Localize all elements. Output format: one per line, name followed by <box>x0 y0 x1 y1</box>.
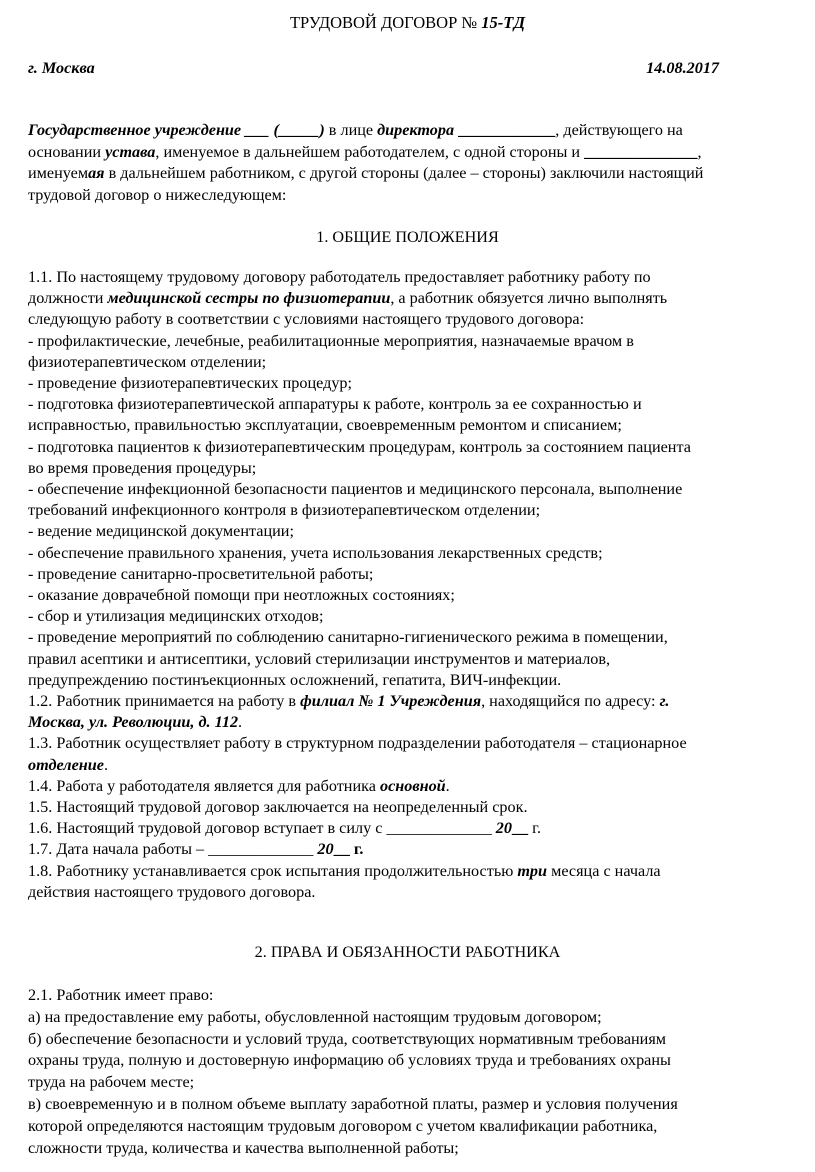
list-item: - проведение мероприятий по соблюдению санитарно-гигиенического режима в помещении, <box>28 628 668 647</box>
clause-1-2: 1.2. Работник принимается на работу в филиал № 1 Учреждения, находящийся по адресу: г. <box>28 692 670 711</box>
clause-1-1: 1.1. По настоящему трудовому договору работодатель предоставляет работнику работу по <box>28 268 651 286</box>
list-item: - сбор и утилизация медицинских отходов; <box>28 607 324 626</box>
list-item: - подготовка пациентов к физиотерапевтическим процедурам, контроль за состоянием пациента <box>28 437 691 456</box>
title-text: ТРУДОВОЙ ДОГОВОР № <box>289 13 482 32</box>
section-1-body: 1.1. По настоящему трудовому договору работодатель предоставляет работнику работу по должности медицинской сестры по физиотерапии, а работник обязуется лично выполнять следующую работу в соответствии с условиями настоящего трудового договора: - профилактические, лечебные, реабилитационные мероприятия, назначаемые врачом в физиотерапевтическом отделении; - проведение физиотерапевтических процедур; - подготовка физиотерапевтической аппаратуры к работе, контроль за ее сохранностью и исправностью, правильностью эксплуатации, своевременным ремонтом и списанием; - подготовка пациентов к физиотерапевтическим процедурам, контроль за состоянием пациента во время проведения процедуры; - обеспечение инфекционной безопасности пациентов и медицинского персонала, выполнение требований инфекционного контроля в физиотерапевтическом отделении; - ведение медицинской документации; - обеспечение правильного хранения, учета использования лекарственных средств; - проведение санитарно-просветительной работы; - оказание доврачебной помощи при неотложных состояниях; - сбор и утилизация медицинских отходов; - проведение мероприятий по соблюдению санитарно-гигиенического режима в помещении, правил асептики и антисептики, условий стерилизации инструментов и материалов, предупреждению постинъекционных осложнений, гепатита, ВИЧ-инфекции. 1.2. Работник принимается на работу в филиал № 1 Учреждения, находящийся по адресу: г. Москва, ул. Революции, д. 112. 1.3. Работник осуществляет работу в структурном подразделении работодателя – стационарное отделение. 1.4. Работа у работодателя является для работника основной. 1.5. Настоящий трудовой договор заключается на неопределенный срок. 1.6. Настоящий трудовой договор вступает в силу с _____________ 20__ г. 1.7. Дата начала работы – _____________ 20__ г. 1.8. Работнику устанавливается срок испытания продолжительностью три месяца с начала действия настоящего трудового договора. <box>28 267 799 903</box>
section-2-heading: 2. ПРАВА И ОБЯЗАННОСТИ РАБОТНИКА <box>254 943 561 961</box>
clause-1-5: 1.5. Настоящий трудовой договор заключается на неопределенный срок. <box>28 798 528 817</box>
clause-1-7: 1.7. Дата начала работы – _____________ 20__ г. <box>28 840 364 859</box>
list-item: - обеспечение инфекционной безопасности пациентов и медицинского персонала, выполнение <box>28 480 683 499</box>
list-item: - оказание доврачебной помощи при неотложных состояниях; <box>28 586 455 605</box>
section-1-heading: 1. ОБЩИЕ ПОЛОЖЕНИЯ <box>316 228 499 246</box>
document-title <box>0 12 815 33</box>
clause-1-4: 1.4. Работа у работодателя является для работника основной. <box>28 776 450 795</box>
list-item: - обеспечение правильного хранения, учета использования лекарственных средств; <box>28 543 603 562</box>
probation-period: три <box>517 861 548 880</box>
department: отделение <box>28 755 104 774</box>
list-item: - ведение медицинской документации; <box>28 522 294 541</box>
branch-address: Москва, ул. Революции, д. 112 <box>28 713 239 732</box>
clause-2-1: 2.1. Работник имеет право: <box>28 986 214 1004</box>
list-item: в) своевременную и в полном объеме выплату заработной платы, размер и условия получения <box>28 1094 678 1113</box>
list-item: б) обеспечение безопасности и условий труда, соответствующих нормативным требованиям <box>28 1029 667 1048</box>
job-position: медицинской сестры по физиотерапии <box>107 289 391 308</box>
city: г. Москва <box>28 59 95 77</box>
contract-date: 14.08.2017 <box>646 59 719 77</box>
employer-name: Государственное учреждение ___ (_____) <box>28 121 325 139</box>
preamble: Государственное учреждение ___ (_____) в лице директора ____________, действующего на основании устава, именуемое в дальнейшем работодателем, с одной стороны и ______________, именуемая в дальнейшем работником, с другой стороны (далее – стороны) заключили настоящий трудовой договор о нижеследующем: <box>28 121 704 204</box>
employee-name-blank: ______________ <box>584 142 698 161</box>
section-2-body: 2.1. Работник имеет право: а) на предоставление ему работы, обусловленной настоящим трудовым договором; б) обеспечение безопасности и условий труда, соответствующих нормативным требованиям охраны труда, полную и достоверную информацию об условиях труда и требованиях охраны труда на рабочем месте; в) своевременную и в полном объеме выплату заработной платы, размер и условия получения которой определяются настоящим трудовым договором с учетом квалификации работника, сложности труда, количества и качества выполненной работы; <box>28 985 799 1159</box>
list-item: - проведение санитарно-просветительной работы; <box>28 564 374 583</box>
employer-position: директора <box>377 121 455 139</box>
list-item: - профилактические, лечебные, реабилитационные мероприятия, назначаемые врачом в <box>28 331 634 350</box>
branch-name: филиал № 1 Учреждения <box>300 692 482 711</box>
work-type: основной <box>379 776 446 795</box>
clause-1-8: 1.8. Работнику устанавливается срок испытания продолжительностью три месяца с начала <box>28 861 661 880</box>
list-item: - проведение физиотерапевтических процедур; <box>28 374 353 393</box>
clause-1-6: 1.6. Настоящий трудовой договор вступает в силу с _____________ 20__ г. <box>28 819 542 838</box>
clause-1-3: 1.3. Работник осуществляет работу в структурном подразделении работодателя – стационарное <box>28 734 687 753</box>
basis-document: устава <box>105 142 156 161</box>
list-item: - подготовка физиотерапевтической аппаратуры к работе, контроль за ее сохранностью и <box>28 395 642 414</box>
contract-number: 15-ТД <box>481 13 526 32</box>
list-item: а) на предоставление ему работы, обусловленной настоящим трудовым договором; <box>28 1007 602 1026</box>
